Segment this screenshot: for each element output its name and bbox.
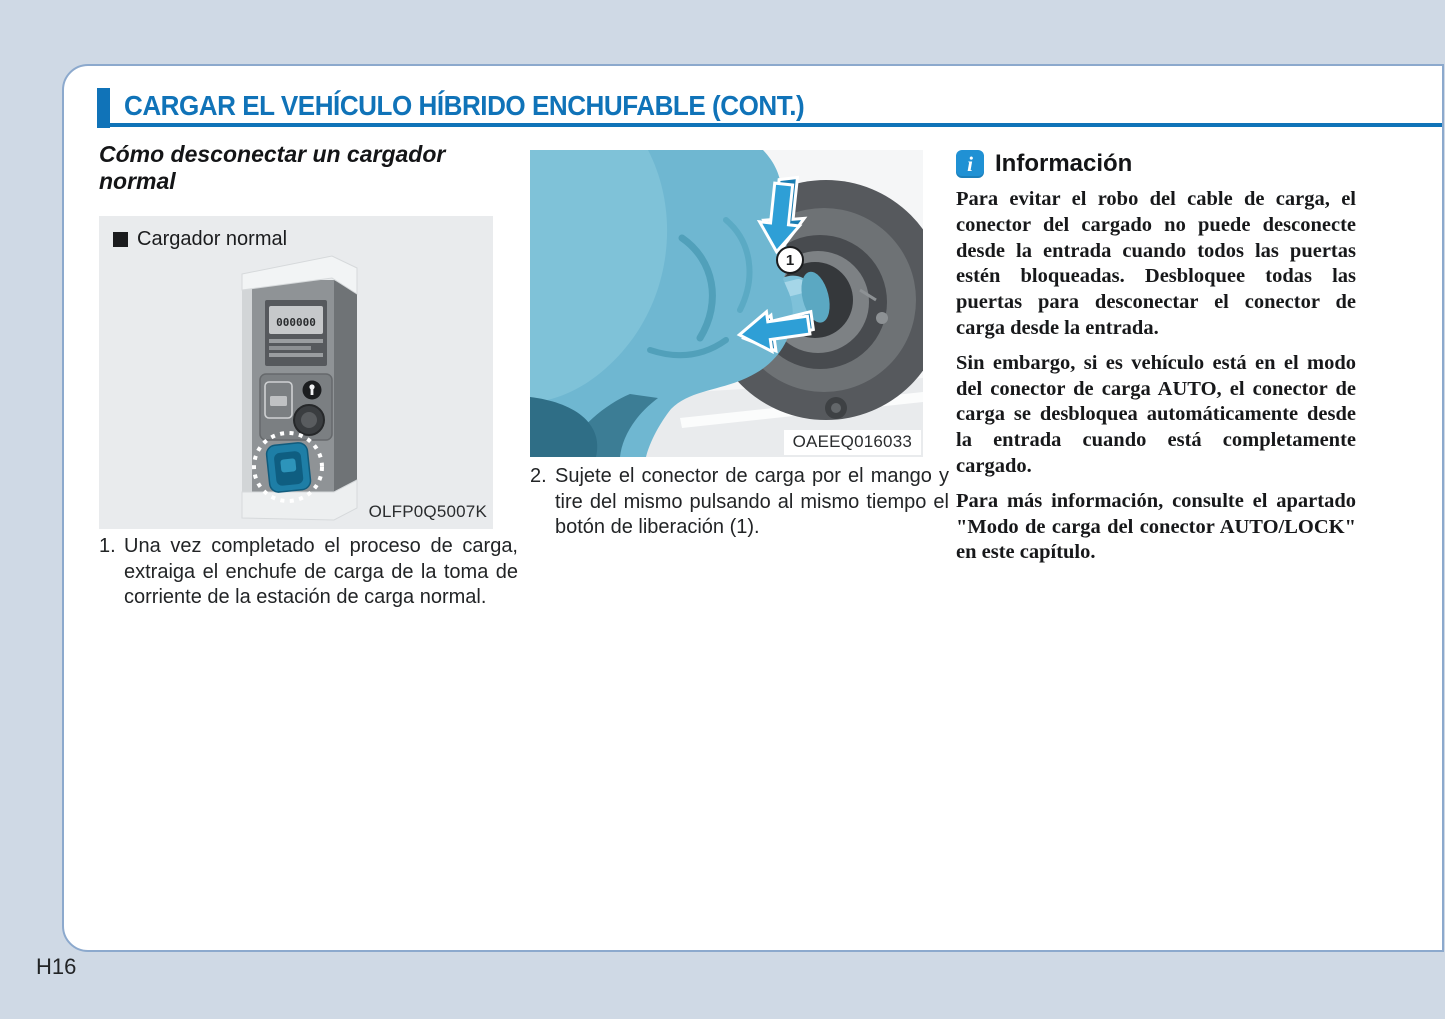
connector-release-figure (530, 150, 923, 457)
step-2-text: Sujete el conector de carga por el mango y tire del mismo pulsando al mismo tiempo el botón de liberación (1). (555, 465, 949, 538)
caption-square-bullet (113, 232, 128, 247)
station-display-digits: 000000 (276, 316, 316, 329)
information-title: Información (995, 150, 1133, 177)
manual-page-panel (62, 64, 1444, 952)
charging-socket (266, 442, 312, 493)
info-paragraph: Sin embargo, si es vehículo está en el modo del conector de carga AUTO, el conector de carga se desbloquea automáticamente desde la entrada cuando está completamente cargado. (956, 351, 1356, 477)
step-1 (99, 534, 518, 611)
step-1-number: 1. (99, 535, 116, 557)
charging-station-figure (99, 216, 493, 529)
step-2-number: 2. (530, 465, 547, 487)
step-2 (530, 464, 949, 541)
charging-station-illustration (99, 216, 493, 529)
section-title: CARGAR EL VEHÍCULO HÍBRIDO ENCHUFABLE (CONT.) (124, 90, 805, 121)
section-underline (97, 123, 1442, 127)
info-paragraph: Para más información, consulte el apartado "Modo de carga del conector AUTO/LOCK" en este capítulo. (956, 489, 1356, 564)
step-1-text: Una vez completado el proceso de carga, extraiga el enchufe de carga de la toma de corriente de la estación de carga normal. (124, 535, 518, 608)
subsection-heading: Cómo desconectar un cargador normal (99, 141, 446, 194)
information-header (956, 150, 1356, 178)
figure-caption (113, 228, 287, 251)
figure-code: OLFP0Q5007K (368, 502, 487, 521)
info-paragraph: Para evitar el robo del cable de carga, el conector del cargado no puede desconecte desde la entrada cuando todos las puertas estén bloqueadas. Desbloquee todas las puertas para desconectar el conector de carga desde la entrada. (956, 188, 1356, 339)
page-number: H16 (36, 954, 77, 979)
section-accent-bar (97, 88, 110, 128)
figure-caption-label: Cargador normal (137, 228, 288, 250)
figure-code: OAEEQ016033 (784, 430, 921, 455)
info-icon: i (956, 150, 984, 178)
connector-release-photo (530, 150, 923, 457)
callout-1-badge: 1 (776, 246, 804, 274)
information-block (956, 150, 1356, 575)
